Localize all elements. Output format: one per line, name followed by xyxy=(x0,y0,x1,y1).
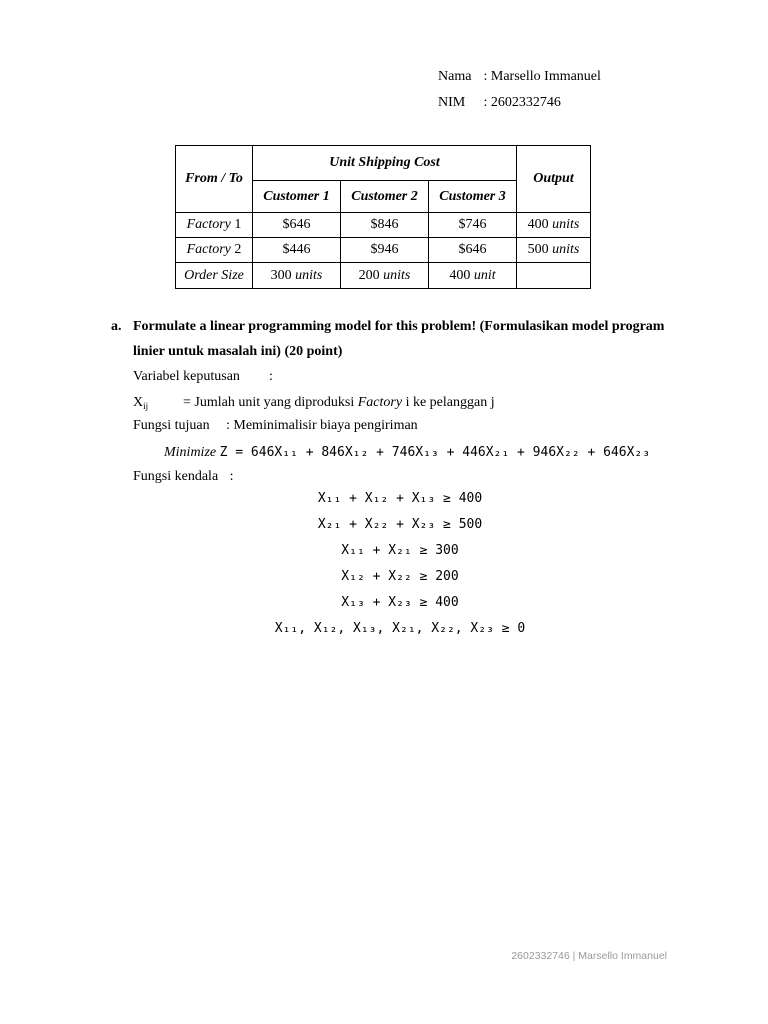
unit-shipping-cost-header: Unit Shipping Cost xyxy=(253,146,517,181)
constraint-4: X₁₂ + X₂₂ ≥ 200 xyxy=(341,569,459,584)
shipping-cost-table xyxy=(175,145,591,289)
cost-cell: $746 xyxy=(429,213,517,238)
fungsi-kendala-label: Fungsi kendala xyxy=(133,469,219,484)
customer-2-header: Customer 2 xyxy=(341,181,429,213)
row-label: Factory 1 xyxy=(176,213,253,238)
cost-cell: $646 xyxy=(253,213,341,238)
output-cell: 500 units xyxy=(517,238,591,263)
order-size-label: Order Size xyxy=(176,263,253,289)
table-row xyxy=(176,238,591,263)
xij-description: = Jumlah unit yang diproduksi Factory i ke pelanggan j xyxy=(183,395,495,410)
order-cell: 300 units xyxy=(253,263,341,289)
xij-symbol: $X_{ij}$ xyxy=(133,395,149,411)
question-line-2: linier untuk masalah ini) (20 point) xyxy=(133,344,343,359)
cost-cell: $646 xyxy=(429,238,517,263)
objective-expression: Z = 646X₁₁ + 846X₁₂ + 746X₁₃ + 446X₂₁ + 946X₂₂ + 646X₂₃ xyxy=(219,445,651,460)
name-label: Nama xyxy=(438,69,472,84)
variabel-keputusan-line xyxy=(133,364,273,389)
cost-cell: $946 xyxy=(341,238,429,263)
fungsi-tujuan-label: Fungsi tujuan xyxy=(133,418,210,433)
non-negativity-constraint: X₁₁, X₁₂, X₁₃, X₂₁, X₂₂, X₂₃ ≥ 0 xyxy=(274,621,526,636)
output-header: Output xyxy=(517,146,591,213)
objective-function xyxy=(164,440,650,465)
customer-3-header: Customer 3 xyxy=(429,181,517,213)
customer-1-header: Customer 1 xyxy=(253,181,341,213)
output-cell: 400 units xyxy=(517,213,591,238)
nim-value: : 2602332746 xyxy=(483,95,561,110)
fungsi-tujuan-line xyxy=(133,413,653,438)
question-marker: a. xyxy=(111,319,122,334)
from-to-header: From / To xyxy=(176,146,253,213)
order-output-cell xyxy=(517,263,591,289)
student-nim-line xyxy=(438,90,561,116)
table-row xyxy=(176,213,591,238)
student-name-line xyxy=(438,64,601,90)
variabel-label: Variabel keputusan xyxy=(133,369,240,384)
name-value: : Marsello Immanuel xyxy=(483,69,601,84)
cost-cell: $846 xyxy=(341,213,429,238)
minimize-word: Minimize xyxy=(164,445,217,460)
constraint-2: X₂₁ + X₂₂ + X₂₃ ≥ 500 xyxy=(317,517,483,532)
order-cell: 200 units xyxy=(341,263,429,289)
fungsi-kendala-line xyxy=(133,464,234,489)
fungsi-tujuan-desc: : Meminimalisir biaya pengiriman xyxy=(226,418,418,433)
cost-cell: $446 xyxy=(253,238,341,263)
page-footer: 2602332746 | Marsello Immanuel xyxy=(511,950,667,962)
row-label: Factory 2 xyxy=(176,238,253,263)
variabel-colon: : xyxy=(269,369,273,384)
order-cell: 400 unit xyxy=(429,263,517,289)
constraint-3: X₁₁ + X₂₁ ≥ 300 xyxy=(341,543,459,558)
constraint-1: X₁₁ + X₁₂ + X₁₃ ≥ 400 xyxy=(317,491,483,506)
nim-label: NIM xyxy=(438,95,466,110)
fungsi-kendala-colon: : xyxy=(229,469,234,484)
constraint-5: X₁₃ + X₂₃ ≥ 400 xyxy=(341,595,459,610)
question-line-1: Formulate a linear programming model for this problem! (Formulasikan model program xyxy=(133,319,665,334)
table-row xyxy=(176,263,591,289)
